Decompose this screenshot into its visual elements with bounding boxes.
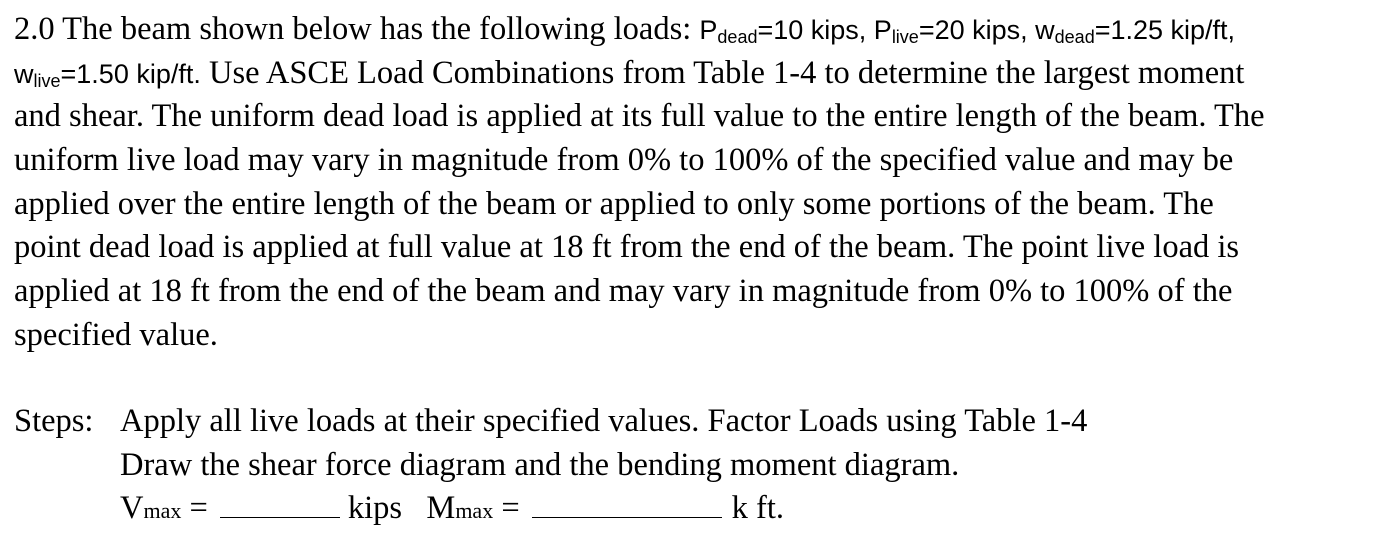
w-dead-subscript: dead	[1054, 27, 1095, 47]
p-dead-subscript: dead	[717, 27, 758, 47]
steps-section	[14, 400, 1364, 531]
w-live-value: =1.50 kip/ft.	[60, 58, 201, 89]
steps-instruction-2: Draw the shear force diagram and the bending moment diagram.	[120, 446, 960, 483]
problem-line-2-text: Use ASCE Load Combinations from Table 1-4 to determine the largest moment	[200, 54, 1245, 91]
w-dead-value: =1.25 kip/ft,	[1094, 15, 1236, 45]
problem-line-4: uniform live load may vary in magnitude from 0% to 100% of the specified value and may be	[14, 142, 1234, 179]
steps-label: Steps:	[14, 403, 94, 439]
m-max-equals: =	[501, 490, 520, 527]
v-max-answer-blank[interactable]	[220, 487, 340, 518]
problem-line-5: applied over the entire length of the beam or applied to only some portions of the beam. The	[14, 185, 1214, 222]
m-max-answer-blank[interactable]	[532, 487, 722, 518]
steps-instruction-1: Apply all live loads at their specified values. Factor Loads using Table 1-4	[120, 403, 1088, 439]
problem-line-6: point dead load is applied at full value at 18 ft from the end of the beam. The point live load is	[14, 229, 1240, 266]
p-dead-value: =10 kips,	[757, 15, 874, 45]
m-max-unit: k ft.	[731, 490, 785, 527]
w-live-symbol: w	[14, 58, 34, 89]
v-max-unit: kips	[347, 490, 403, 527]
m-max-subscript: max	[455, 498, 494, 524]
problem-line-1	[14, 8, 1364, 52]
w-live-subscript: live	[33, 70, 61, 91]
problem-statement	[14, 8, 1364, 358]
problem-intro: 2.0 The beam shown below has the following loads:	[14, 11, 700, 47]
answer-line	[14, 487, 1364, 531]
w-dead-symbol: w	[1035, 15, 1055, 45]
v-max-subscript: max	[143, 498, 182, 524]
steps-line-2	[14, 444, 1364, 488]
v-max-symbol: V	[120, 490, 144, 527]
p-live-subscript: live	[891, 27, 919, 47]
problem-line-7: applied at 18 ft from the end of the beam and may vary in magnitude from 0% to 100% of the	[14, 273, 1233, 310]
p-dead-symbol: P	[699, 15, 718, 45]
p-live-symbol: P	[873, 15, 892, 45]
problem-line-3: and shear. The uniform dead load is applied at its full value to the entire length of the beam. The	[14, 98, 1265, 135]
p-live-value: =20 kips,	[918, 15, 1036, 45]
v-max-equals: =	[189, 490, 208, 527]
m-max-symbol: M	[426, 490, 456, 527]
steps-line-1	[14, 400, 1364, 444]
problem-line-2	[14, 52, 1364, 96]
problem-line-8: specified value.	[14, 316, 218, 353]
